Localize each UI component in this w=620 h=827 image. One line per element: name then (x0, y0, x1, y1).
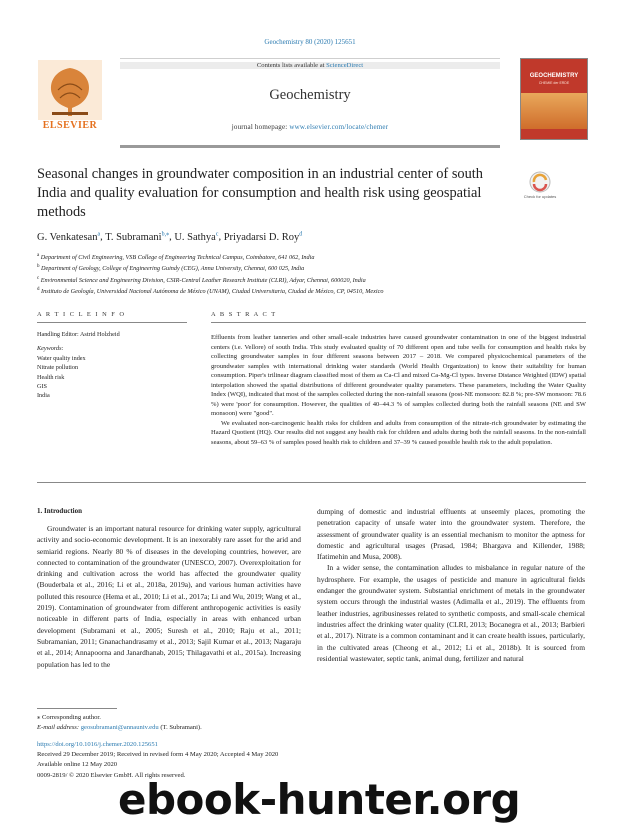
body-column-left (37, 523, 301, 670)
abstract-paragraph: We evaluated non-carcinogenic health risks for children and adults from consumption of the nitrate-rich groundwater by estimating the Hazard Quotient (HQ). Our results did not suggest any health risk for children and adults during both the rainfall seasons. In the non-rainfall seasons, about 59–63 % of samples posed health risk to children and 37–39 % caused possible health risk to the adult population. (211, 419, 586, 446)
divider (37, 322, 187, 323)
article-info-heading: A R T I C L E I N F O (37, 311, 126, 318)
keywords-label: Keywords: (37, 345, 64, 353)
author[interactable]: U. Sathya$^c$ (174, 231, 219, 243)
divider (211, 322, 586, 323)
journal-title[interactable]: Geochemistry (269, 87, 351, 103)
keyword[interactable]: Nitrate pollution (37, 364, 79, 372)
received-dates: Received 29 December 2019; Received in revised form 4 May 2020; Accepted 4 May 2020 (37, 751, 279, 759)
affiliation-item: $^b$ Department of Geology, College of Engineering Guindy (CEG), Anna University, Chennai, 600 025, India (37, 264, 305, 273)
homepage-prefix: journal homepage: (231, 123, 290, 131)
doi-link[interactable]: https://doi.org/10.1016/j.chemer.2020.125651 (37, 741, 158, 748)
article-info-panel (37, 330, 187, 401)
journal-header (120, 58, 500, 148)
author[interactable]: T. Subramani$^{b,⁎}$ (105, 231, 170, 243)
affiliations (37, 251, 587, 296)
cover-image (521, 93, 587, 129)
homepage-link[interactable]: www.elsevier.com/locate/chemer (289, 123, 389, 131)
section-heading: 1. Introduction (37, 507, 82, 515)
keyword[interactable]: India (37, 392, 50, 400)
elsevier-wordmark: ELSEVIER (42, 120, 98, 131)
body-paragraph: dumping of domestic and industrial effluents at unseemly places, promoting the penetration capacity of unsafe water into the groundwater system. Therefore, the assessment of groundwater quality is an essential mechanism to monitor the aptness for domestic and agricultural usages (Prasad, 1984; Bhargava and Killender, 1988; Ifatimehin and Musa, 2008). (317, 507, 585, 562)
copyright: 0009-2819/ © 2020 Elsevier GmbH. All rights reserved. (37, 771, 186, 779)
handling-editor: Handling Editor: Astrid Holzheid (37, 331, 120, 338)
paper-title: Seasonal changes in groundwater composition in an industrial center of south India and quality evaluation for consumption and health risk using geospatial methods (37, 166, 484, 220)
divider (37, 482, 586, 483)
contents-prefix: Contents lists available at (256, 62, 327, 69)
check-for-updates-badge[interactable] (522, 170, 558, 200)
corresponding-author-note: ⁎ Corresponding author. (37, 714, 101, 721)
author-list: G. Venkatesan$^a$, T. Subramani$^{b,⁎}$, U. Sathya$^c$, Priyadarsi D. Roy$^d$ (37, 231, 303, 243)
journal-homepage (120, 123, 500, 131)
abstract-paragraph: Effluents from leather tanneries and other small-scale industries have caused groundwater contamination in one of the biggest industrial centers (i.e. Vellore) of south India. This study evaluated quality of 70 different open and tube wells for consumption and health risks by collecting groundwater samples in four different seasons between 2017 – 2018. We compared physicochemical parameters of the groundwater samples with international drinking water standards (World Health Organization) to know their suitability for human consumption. Piper's trilinear diagram classified most of them as Ca-Cl and mixed Ca-Mg-Cl types. Inverse Distance Weighted (IDW) spatial interpolation showed the spatial distributions of different groundwater quality parameters. These parameters, including the Water Quality Index (WQI), indicated that most of the samples collected during the non-rainfall seasons (post-NE monsoon: 82.8 %; pre-SW monsoon: 78.6 %) were 'poor' for consumption. However, the qualities of 40–44.3 % of samples collected during both the rainfall seasons (NE and SW monsoon) were "good". (211, 334, 586, 417)
author[interactable]: Priyadarsi D. Roy$^d$ (223, 231, 303, 243)
journal-citation[interactable]: Geochemistry 80 (2020) 125651 (264, 38, 356, 46)
affiliation-item: $^d$ Instituto de Geología, Universidad Nacional Autónoma de México (UNAM), Ciudad Universitaria, Ciudad de México, CP, 04510, Mexico (37, 287, 384, 296)
email-line: E-mail address: geosubramani@annauniv.edu (T. Subramani). (37, 724, 202, 731)
contents-line (120, 62, 500, 69)
abstract-heading: A B S T R A C T (211, 311, 277, 318)
footnotes (37, 713, 307, 733)
body-paragraph: In a wider sense, the contamination alludes to misbalance in regular nature of the hydrosphere. For example, the usages of pesticide and manure in agricultural fields endanger the groundwater system. Substantial enrichment of metals in the groundwater system occurs through the industrial wastes (Adimalla et al., 2019). The effluents from leather industries, agribusinesses related to synthetic composts, and small-scale chemical industries affect the drinking water quality (CLRI, 2013; Bocanegra et al., 2013; Barbieri et al., 2017). Nitrate is a common contaminant and it can create health issues, particularly, in the cultivated areas (Cheong et al., 2012; Li et al., 2018b). It is sourced from residential wastewater, septic tank, animal dung, fertilizer and natural (317, 563, 585, 663)
author[interactable]: G. Venkatesan$^a$ (37, 231, 101, 243)
available-online: Available online 12 May 2020 (37, 761, 118, 769)
affiliation-item: $^c$ Environmental Science and Engineering Division, CSIR-Central Leather Research Institute (CLRI), Adyar, Chennai, 600020, India (37, 275, 366, 284)
keyword[interactable]: Health risk (37, 373, 65, 381)
cover-subtitle: CHEMIE der ERDE (538, 81, 570, 85)
journal-cover-thumbnail[interactable] (520, 58, 588, 140)
check-updates-icon (522, 170, 558, 194)
keyword[interactable]: Water quality index (37, 354, 86, 362)
keyword[interactable]: GIS (37, 383, 47, 391)
abstract-body (211, 333, 586, 447)
cover-title: GEOCHEMISTRY (529, 73, 579, 79)
sciencedirect-link[interactable]: ScienceDirect (326, 62, 364, 69)
email-link[interactable]: geosubramani@annauniv.edu (80, 724, 159, 731)
body-paragraph: Groundwater is an important natural resource for drinking water supply, agricultural activity and socio-economic development. It is an inexorably rare asset for the arid and semiarid regions. Nearly 80 % of diseases in the developing countries, however, are connected to contamination of the groundwater (UNESCO, 2007). Overexploitation for drinking and cultivation across the world has affected the groundwater quality (Bouderbala et al., 2016; Li et al., 2018a, 2019a), and various human activities have polluted this resource (Hema et al., 2010; Li et al., 2017a; Li and Wu, 2019; Wang et al., 2019). Contamination of groundwater from different anthropogenic activities is easily noticeable in different parts of India, especially in areas with enhanced urban development (Subramani et al., 2005; Suresh et al., 2010; Raju et al., 2011; Subramanian, 2011; Gnanachandrasamy et al., 2013; Sajil Kumar et al., 2013; Nagaraju et al., 2014; Annapoorna and Janardhanab, 2015; Thilagavathi et al., 2015a). Increasing population has led to the (37, 524, 301, 669)
affiliation-item: $^a$ Department of Civil Engineering, VSB College of Engineering Technical Campus, Coimbatore, 641 062, India (37, 253, 315, 262)
body-column-right (317, 506, 585, 664)
footnote-divider (37, 708, 117, 709)
check-updates-label: Check for updates (523, 194, 557, 199)
watermark: ebook-hunter.org (118, 775, 521, 824)
